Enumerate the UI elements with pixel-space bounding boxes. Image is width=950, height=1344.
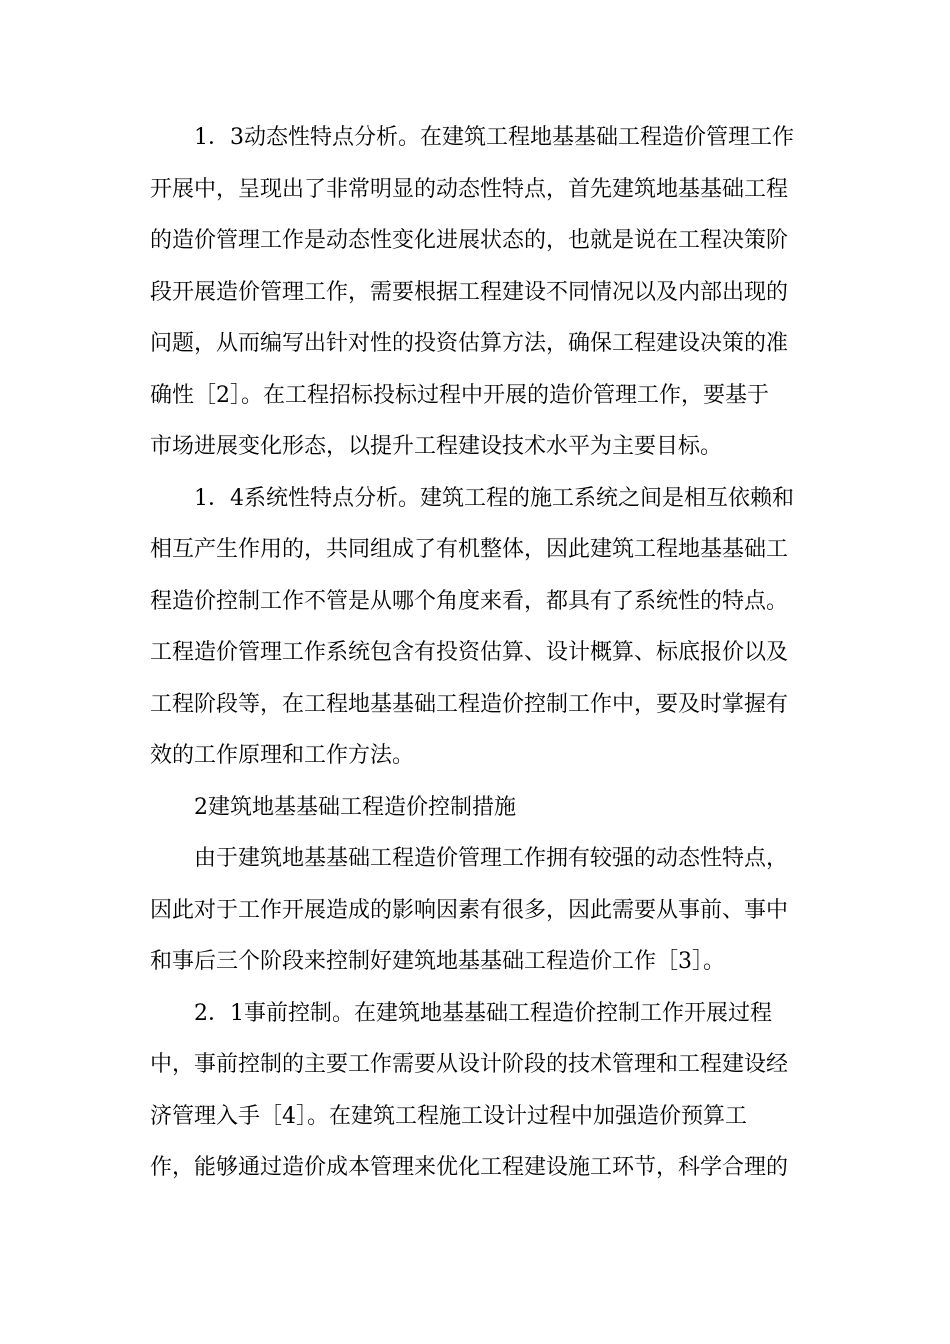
text-line: 段开展造价管理工作，需要根据工程建设不同情况以及内部出现的 <box>150 279 789 305</box>
text-line: 济管理入手［4］。在建筑工程施工设计过程中加强造价预算工 <box>150 1103 747 1129</box>
text-line: 问题，从而编写出针对性的投资估算方法，确保工程建设决策的准 <box>150 331 789 356</box>
text-line: 效的工作原理和工作方法。 <box>150 743 415 768</box>
text-line: 工程阶段等，在工程地基基础工程造价控制工作中，要及时掌握有 <box>150 691 789 717</box>
text-line: 确性［2］。在工程招标投标过程中开展的造价管理工作，要基于 <box>150 382 769 408</box>
text-line: 工程造价管理工作系统包含有投资估算、设计概算、标底报价以及 <box>150 640 789 665</box>
text-line: 1．4系统性特点分析。建筑工程的施工系统之间是相互依赖和 <box>194 485 794 511</box>
text-line: 相互产生作用的，共同组成了有机整体，因此建筑工程地基基础工 <box>150 537 789 562</box>
text-line: 2建筑地基基础工程造价控制措施 <box>194 794 516 820</box>
text-line: 和事后三个阶段来控制好建筑地基基础工程造价工作［3］。 <box>150 949 725 974</box>
text-line: 因此对于工作开展造成的影响因素有很多，因此需要从事前、事中 <box>150 897 789 923</box>
text-line: 的造价管理工作是动态性变化进展状态的，也就是说在工程决策阶 <box>150 228 789 253</box>
text-line: 中，事前控制的主要工作需要从设计阶段的技术管理和工程建设经 <box>150 1052 789 1077</box>
text-line: 作，能够通过造价成本管理来优化工程建设施工环节，科学合理的 <box>150 1155 789 1180</box>
text-line: 市场进展变化形态，以提升工程建设技术水平为主要目标。 <box>150 434 723 459</box>
text-line: 由于建筑地基基础工程造价管理工作拥有较强的动态性特点， <box>194 846 789 871</box>
text-line: 程造价控制工作不管是从哪个角度来看，都具有了系统性的特点。 <box>150 588 789 614</box>
text-line: 1．3动态性特点分析。在建筑工程地基基础工程造价管理工作 <box>194 125 794 150</box>
text-line: 开展中，呈现出了非常明显的动态性特点，首先建筑地基基础工程 <box>150 176 789 202</box>
body-text <box>150 112 802 1194</box>
text-line: 2．1事前控制。在建筑地基基础工程造价控制工作开展过程 <box>194 1000 772 1026</box>
